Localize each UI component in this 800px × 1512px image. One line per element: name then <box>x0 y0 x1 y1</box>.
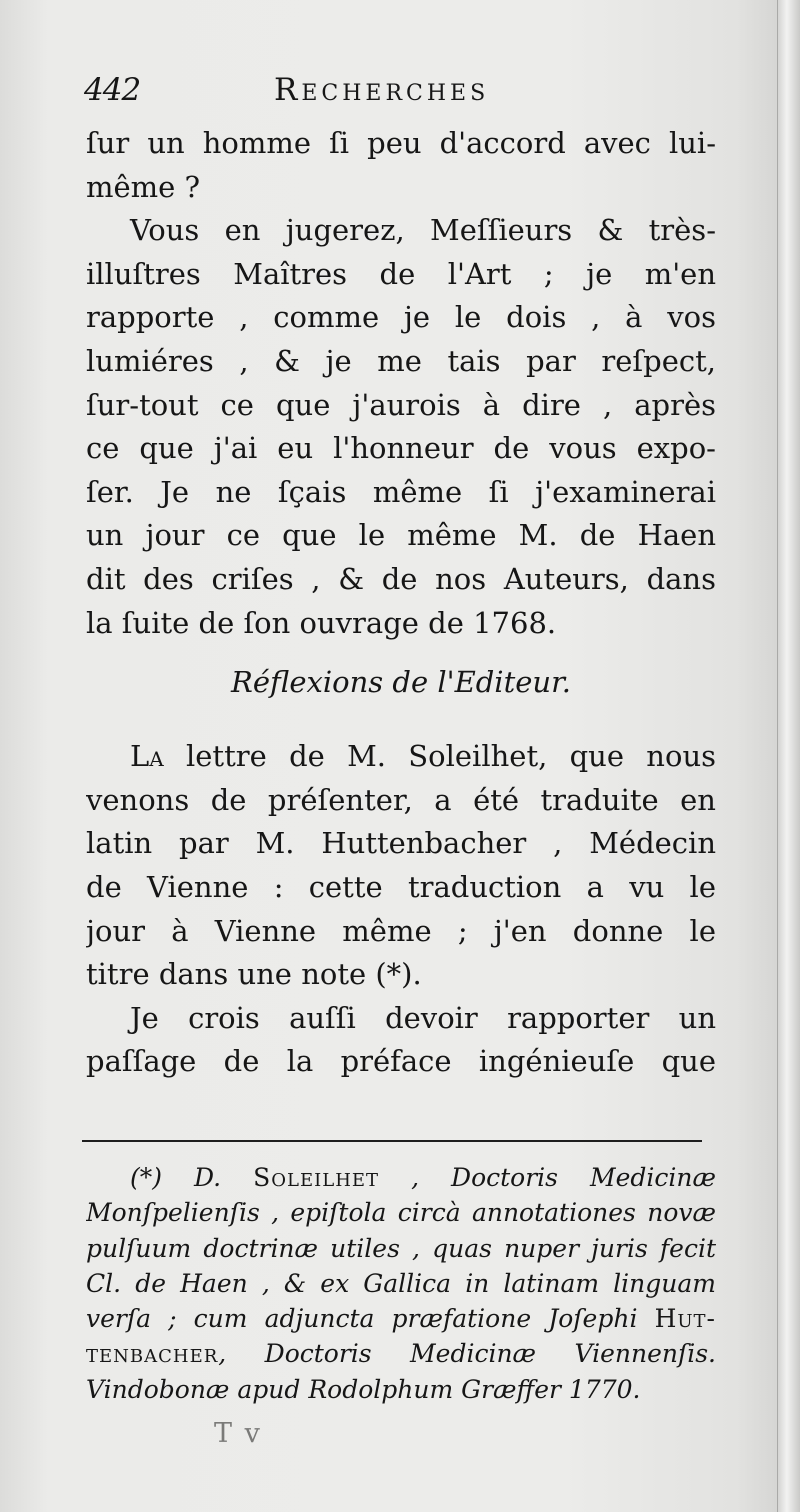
footnote-text: verſa ; cum adjuncta præfatione Joſephi <box>86 1304 655 1334</box>
footnote-line <box>86 1336 716 1371</box>
text-line: titre dans une note (*). <box>86 957 422 992</box>
text-line: Je crois auſſi devoir rapporter un <box>130 1000 716 1035</box>
text-line: Vous en jugerez, Meſſieurs & très- <box>130 213 716 248</box>
footnote <box>86 1160 716 1407</box>
text-line: rapporte , comme je le dois , à vos <box>86 300 716 335</box>
text-line: paſſage de la préface ingénieuſe que <box>86 1044 716 1079</box>
author-name: Hut- <box>654 1304 716 1334</box>
author-name: tenbacher <box>86 1339 219 1369</box>
text-line: latin par M. Huttenbacher , Médecin <box>86 826 716 861</box>
footnote-line: Vindobonæ apud Rodolphum Græffer 1770. <box>86 1374 641 1404</box>
footnote-line: Cl. de Haen , & ex Gallica in latinam linguam <box>86 1268 716 1298</box>
spacer <box>86 715 716 735</box>
footnote-text: , Doctoris Medicinæ Viennenſis. <box>218 1339 716 1369</box>
text-line: un jour ce que le même M. de Haen <box>86 518 716 553</box>
text-line: venons de préſenter, a été traduite en <box>86 782 716 817</box>
footnote-line <box>86 1301 716 1336</box>
text-line: ce que j'ai eu l'honneur de vous expo- <box>86 431 716 466</box>
section-heading: Réflexions de l'Editeur. <box>231 665 571 700</box>
page-header <box>84 70 724 110</box>
running-head: Recherches <box>274 72 490 108</box>
text-line: la ſuite de ſon ouvrage de 1768. <box>86 605 557 640</box>
footnote-text: (*) D. <box>130 1163 254 1192</box>
text-line <box>86 735 716 779</box>
text-line-rest: lettre de M. Soleilhet, que nous <box>186 739 716 774</box>
footnote-line: pulſuum doctrinæ utiles , quas nuper juris fecit <box>86 1233 716 1263</box>
footnote-text: , Doctoris Medicinæ <box>379 1163 716 1192</box>
footnote-line <box>86 1160 716 1195</box>
text-line: même ? <box>86 169 201 204</box>
page-edge <box>777 0 800 1512</box>
text-line: dit des criſes , & de nos Auteurs, dans <box>86 561 716 596</box>
main-text <box>86 122 716 1084</box>
lead-caps: La <box>130 739 164 774</box>
text-line: ſur un homme ſi peu d'accord avec lui- <box>86 126 716 160</box>
text-line: jour à Vienne même ; j'en donne le <box>86 913 716 948</box>
author-name: Soleilhet <box>253 1163 380 1192</box>
footnote-rule <box>82 1140 702 1142</box>
footnote-line: Monſpelienſis , epiſtola circà annotationes novæ <box>86 1198 716 1228</box>
text-line: de Vienne : cette traduction a vu le <box>86 869 716 904</box>
text-line: ſer. Je ne ſçais même ſi j'examinerai <box>86 474 716 509</box>
text-line: lumiéres , & je me tais par reſpect, <box>86 343 716 378</box>
page-number: 442 <box>84 72 141 108</box>
text-line: ſur-tout ce que j'aurois à dire , après <box>86 387 716 422</box>
text-line: illuſtres Maîtres de l'Art ; je m'en <box>86 256 716 291</box>
signature-mark: T v <box>214 1418 262 1449</box>
